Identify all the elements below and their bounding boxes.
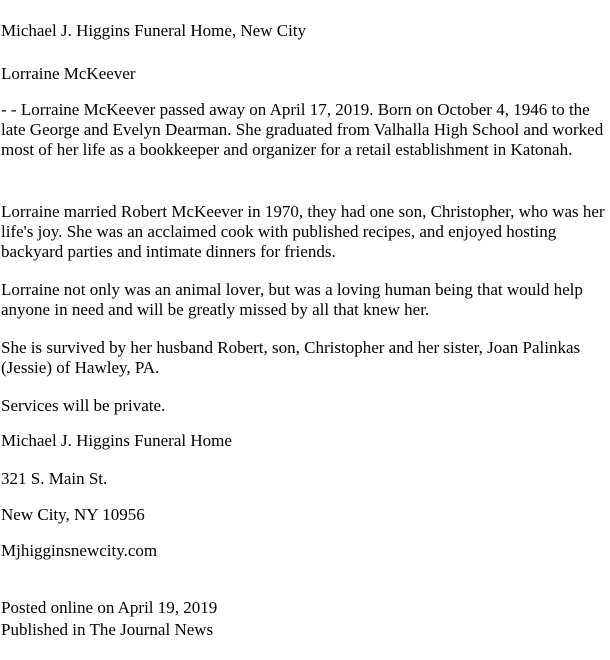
funeral-home-name: Michael J. Higgins Funeral Home <box>1 431 232 450</box>
services-note: Services will be private. <box>1 396 166 415</box>
obituary-paragraph: Lorraine not only was an animal lover, but was a loving human being that would help anyone in need and will be greatly missed by all that knew her. <box>1 280 583 319</box>
obituary-paragraph: - - Lorraine McKeever passed away on April 17, 2019. Born on October 4, 1946 to the late George and Evelyn Dearman. She graduated from Valhalla High School and worked most of her life as a bookkeeper and organizer for a retail establishment in Katonah. <box>1 100 604 159</box>
published-in: Published in The Journal News <box>1 620 214 639</box>
deceased-name: Lorraine McKeever <box>1 64 136 83</box>
funeral-home-website: Mjhigginsnewcity.com <box>1 541 158 560</box>
posted-date: Posted online on April 19, 2019 <box>1 598 218 617</box>
funeral-home-city: New City, NY 10956 <box>1 505 145 524</box>
obituary-paragraph: She is survived by her husband Robert, son, Christopher and her sister, Joan Palinkas (Jessie) of Hawley, PA. <box>1 338 581 377</box>
funeral-home-header: Michael J. Higgins Funeral Home, New City <box>1 21 307 40</box>
obituary-paragraph: Lorraine married Robert McKeever in 1970, they had one son, Christopher, who was her life's joy. She was an acclaimed cook with published recipes, and enjoyed hosting backyard parties and intimate dinners for friends. <box>1 202 605 261</box>
funeral-home-address: 321 S. Main St. <box>1 469 108 488</box>
